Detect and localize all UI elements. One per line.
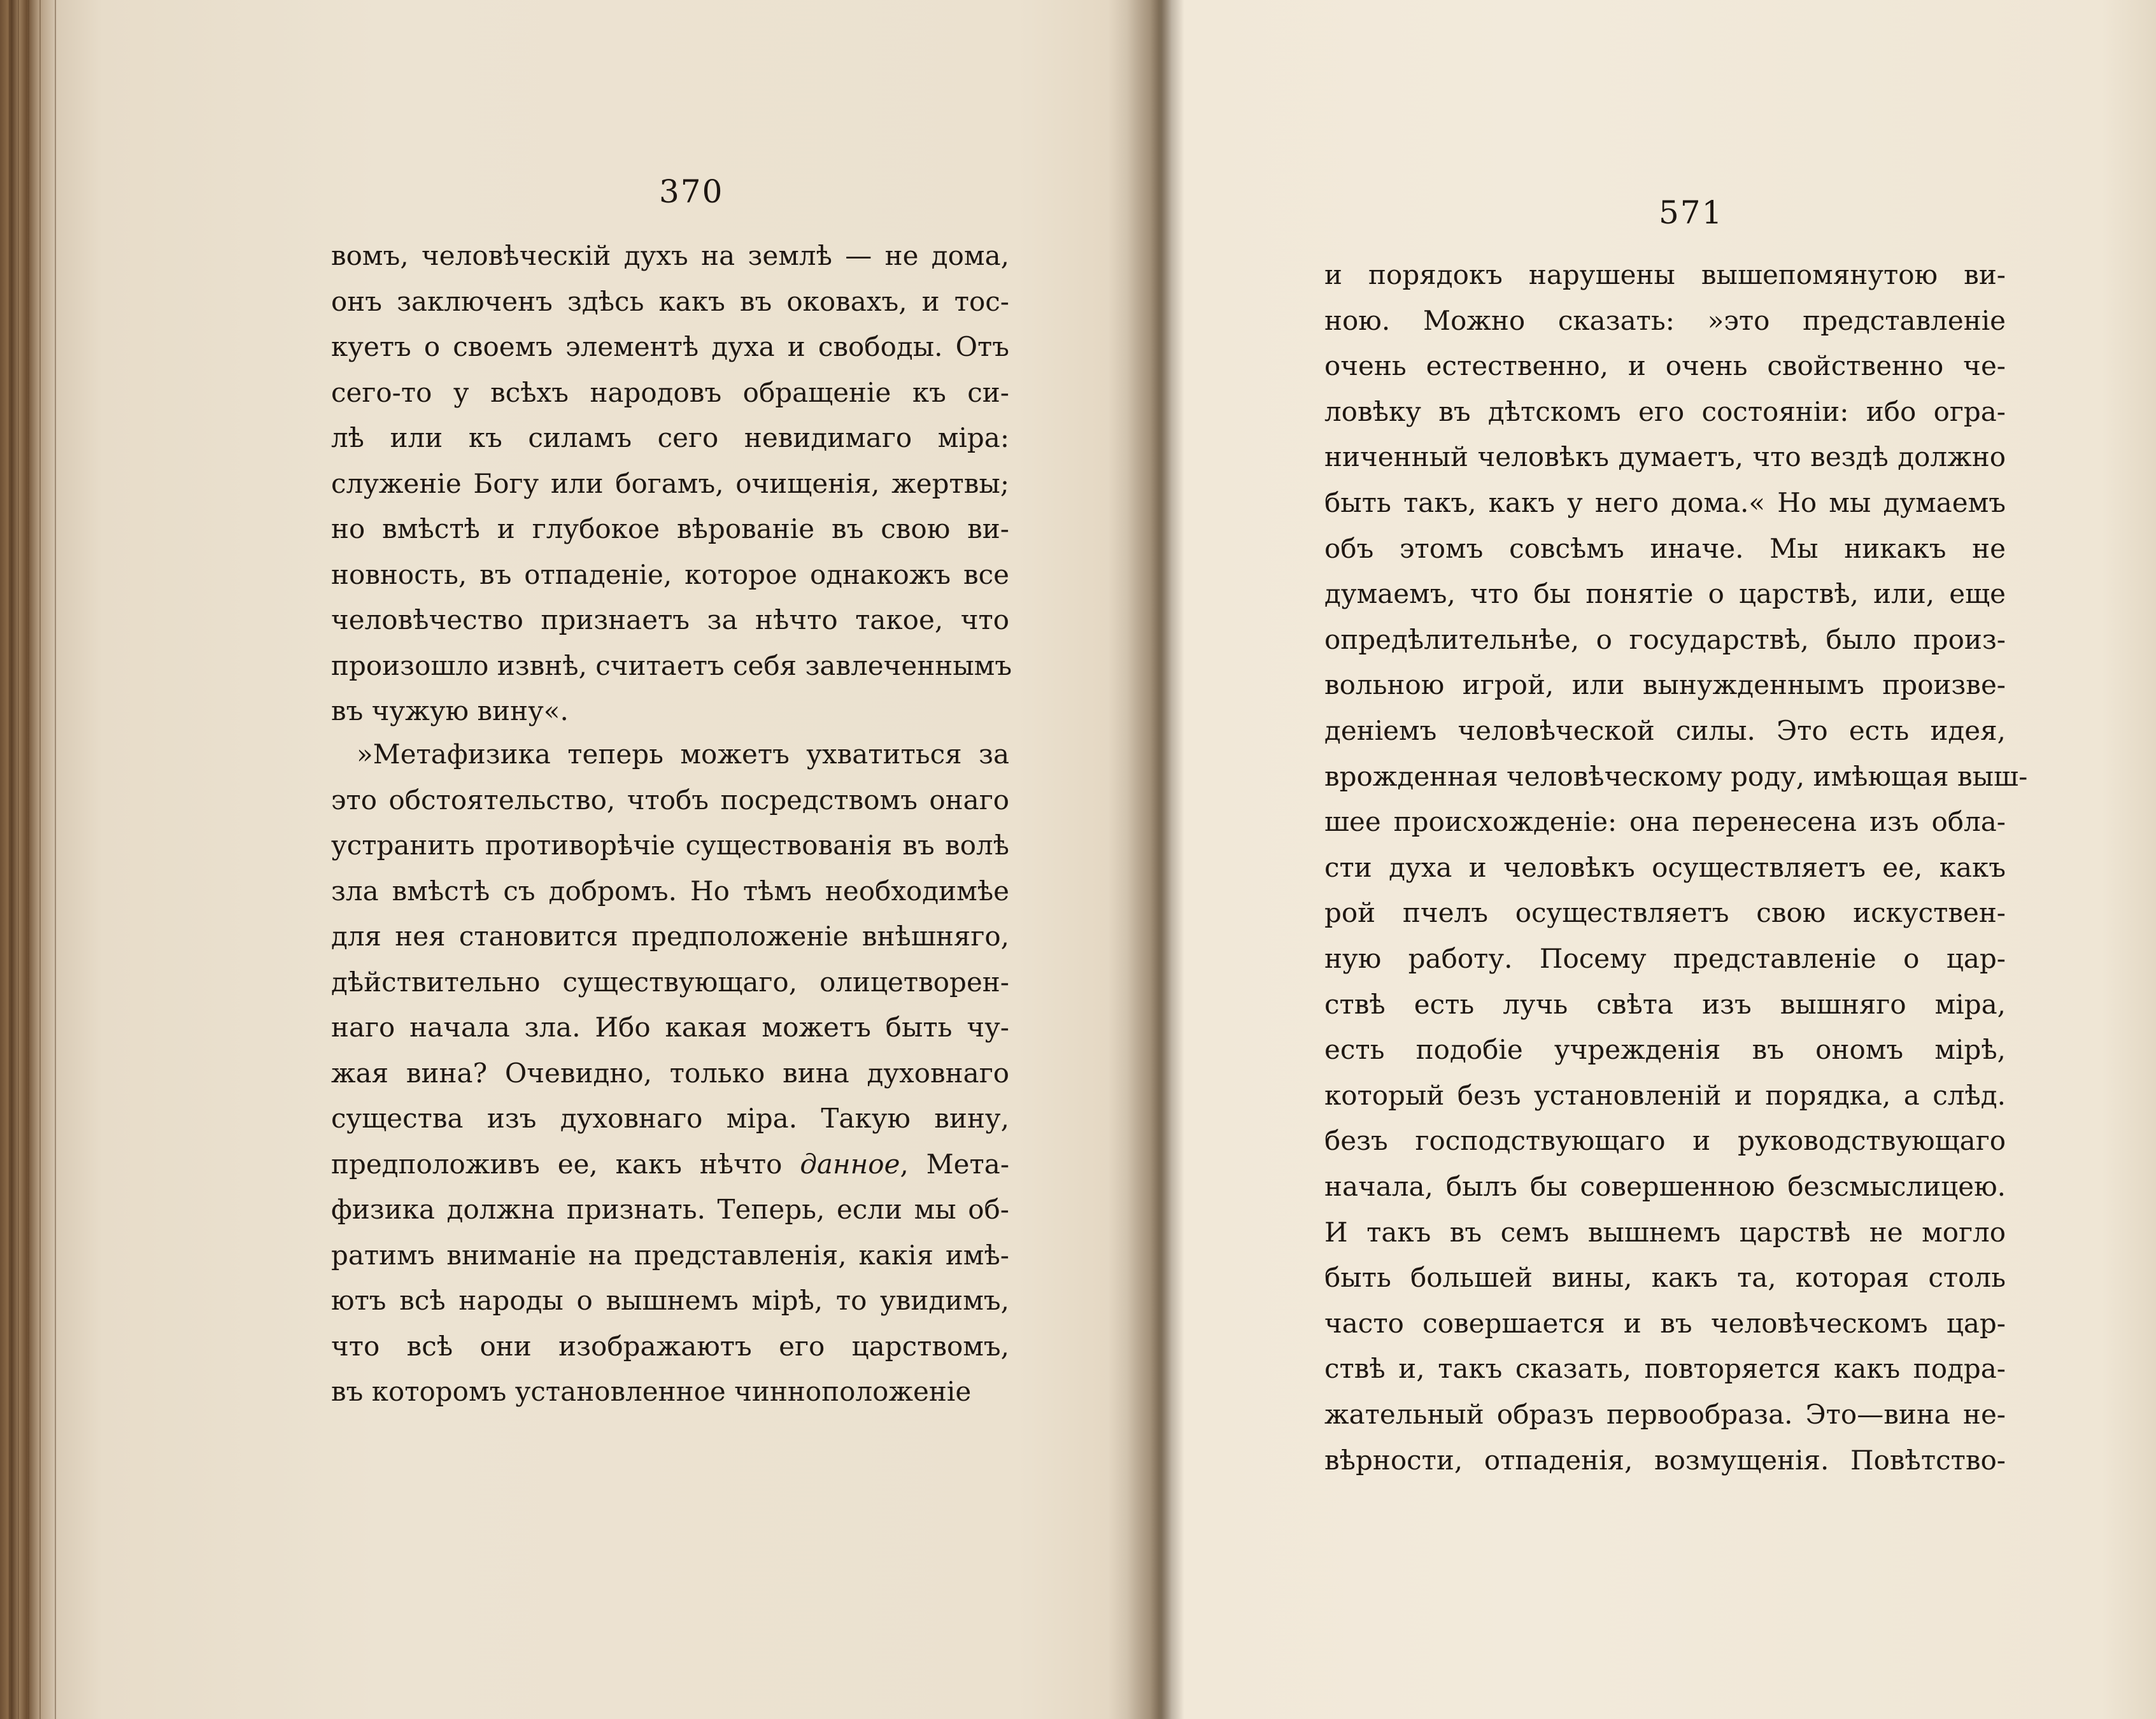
text-line: человѣчество признаетъ за нѣчто такое, что [331, 604, 1009, 635]
text-line: думаемъ, что бы понятіе о царствѣ, или, еще [1324, 578, 2006, 610]
text-line: жательный образъ первообраза. Это—вина не- [1324, 1399, 2006, 1430]
text-line: для нея становится предположеніе внѣшняго, [331, 921, 1009, 952]
text-line: зла вмѣстѣ съ добромъ. Но тѣмъ необходимѣе [331, 875, 1009, 907]
text-line: вомъ, человѣческій духъ на землѣ — не дома, [331, 240, 1009, 271]
text-line: новность, въ отпаденіе, которое однакожъ все [331, 558, 1009, 590]
text-line: сего-то у всѣхъ народовъ обращеніе къ си- [331, 376, 1009, 408]
page-number-right: 571 [1659, 194, 1724, 231]
text-line: существа изъ духовнаго міра. Такую вину, [331, 1103, 1009, 1134]
text-line: это обстоятельство, чтобъ посредствомъ онаго [331, 784, 1009, 816]
text-line: что всѣ они изображаютъ его царствомъ, [331, 1330, 1009, 1362]
text-line: объ этомъ совсѣмъ иначе. Мы никакъ не [1324, 532, 2006, 564]
text-line: лѣ или къ силамъ сего невидимаго міра: [331, 422, 1009, 453]
text-line: ною. Можно сказать: »это представленіе [1324, 304, 2006, 336]
text-line: часто совершается и въ человѣческомъ цар- [1324, 1307, 2006, 1339]
italic-word: данное [800, 1148, 900, 1180]
text-line: вольною игрой, или вынужденнымъ произве- [1324, 669, 2006, 701]
text-line: устранить противорѣчіе существованія въ волѣ [331, 830, 1009, 861]
text-line: наго начала зла. Ибо какая можетъ быть чу- [331, 1012, 1009, 1043]
text-line: деніемъ человѣческой силы. Это есть идея, [1324, 715, 2006, 746]
text-line: жая вина? Очевидно, только вина духовнаго [331, 1057, 1009, 1089]
text-line: въ чужую вину«. [331, 695, 569, 726]
text-line: въ которомъ установленное чинноположеніе [331, 1376, 972, 1407]
text-line [331, 1145, 1009, 1184]
text-line: и порядокъ нарушены вышепомянутою ви- [1324, 259, 2006, 290]
page-edges [0, 0, 89, 1719]
text-line: служеніе Богу или богамъ, очищенія, жертвы; [331, 467, 1009, 499]
text-fragment: предположивъ ее, какъ нѣчто [331, 1148, 783, 1180]
text-line: вѣрности, отпаденія, возмущенія. Повѣтство- [1324, 1444, 2006, 1476]
text-line: есть подобіе учрежденія въ ономъ мірѣ, [1324, 1034, 2006, 1066]
text-line: который безъ установленій и порядка, а слѣд. [1324, 1079, 2006, 1111]
gutter-shadow [1108, 0, 1184, 1719]
text-line: ствѣ есть лучь свѣта изъ вышняго міра, [1324, 988, 2006, 1020]
text-line: ловѣку въ дѣтскомъ его состояніи: ибо огра- [1324, 395, 2006, 427]
text-line: шее происхожденіе: она перенесена изъ обла- [1324, 806, 2006, 838]
text-line: начала, былъ бы совершенною безсмыслицею. [1324, 1171, 2006, 1202]
text-line: ную работу. Посему представленіе о цар- [1324, 943, 2006, 974]
text-line: куетъ о своемъ элементѣ духа и свободы. Отъ [331, 331, 1009, 362]
text-line: быть большей вины, какъ та, которая столь [1324, 1262, 2006, 1294]
text-line: »Метафизика теперь можетъ ухватиться за [357, 739, 1009, 770]
text-line: быть такъ, какъ у него дома.« Но мы думаемъ [1324, 487, 2006, 518]
text-line: ствѣ и, такъ сказать, повторяется какъ подра- [1324, 1353, 2006, 1385]
text-line: физика должна признать. Теперь, если мы об- [331, 1194, 1009, 1225]
text-line: врожденная человѣческому роду, имѣющая выш- [1324, 760, 2028, 792]
text-line: ниченный человѣкъ думаетъ, что вездѣ должно [1324, 441, 2006, 473]
text-line: опредѣлительнѣе, о государствѣ, было произ- [1324, 623, 2006, 655]
text-line: рой пчелъ осуществляетъ свою искуствен- [1324, 897, 2006, 929]
text-line: но вмѣстѣ и глубокое вѣрованіе въ свою ви- [331, 513, 1009, 544]
text-fragment: , Мета- [900, 1148, 1010, 1180]
text-line: безъ господствующаго и руководствующаго [1324, 1125, 2006, 1157]
text-line: ратимъ вниманіе на представленія, какія имѣ- [331, 1239, 1009, 1271]
page-number-left: 370 [659, 173, 724, 210]
text-line: И такъ въ семъ вышнемъ царствѣ не могло [1324, 1216, 2006, 1248]
text-line: очень естественно, и очень свойственно че- [1324, 350, 2006, 382]
text-line: произошло извнѣ, считаетъ себя завлеченнымъ [331, 649, 1012, 681]
text-line: онъ заключенъ здѣсь какъ въ оковахъ, и тос- [331, 285, 1009, 317]
text-line: дѣйствительно существующаго, олицетворен- [331, 966, 1009, 998]
text-line: сти духа и человѣкъ осуществляетъ ее, какъ [1324, 851, 2006, 883]
text-line: ютъ всѣ народы о вышнемъ мірѣ, то увидимъ, [331, 1285, 1009, 1316]
